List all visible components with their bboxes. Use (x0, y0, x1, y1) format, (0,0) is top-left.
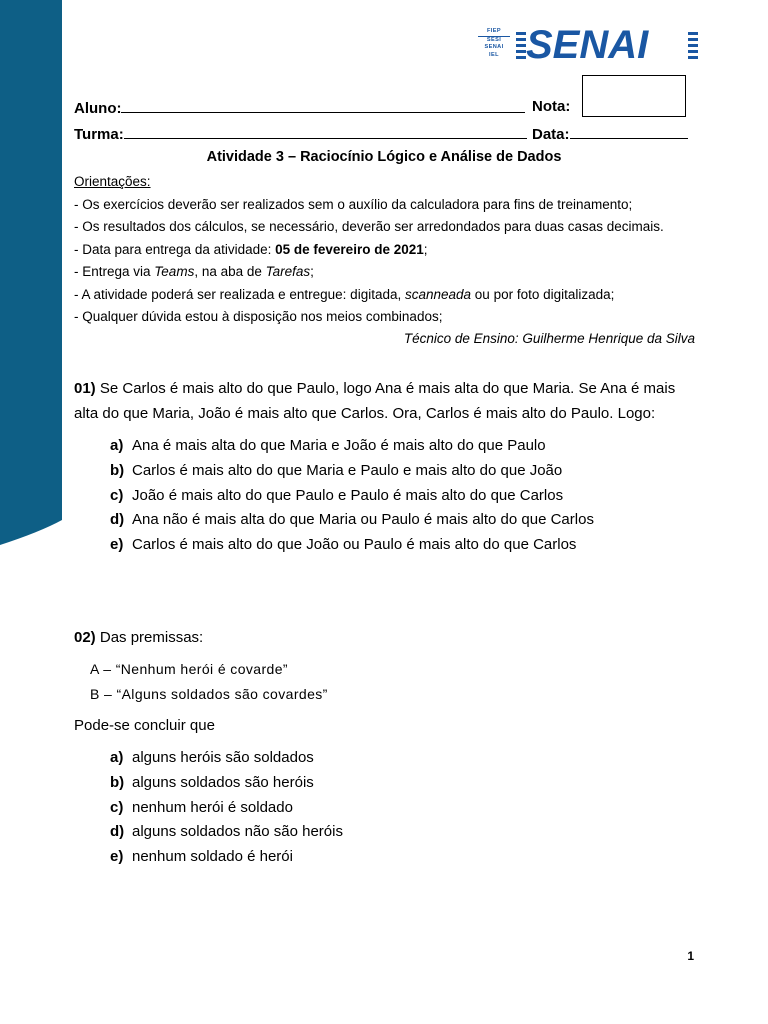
aluno-field[interactable] (74, 98, 525, 117)
data-label: Data: (532, 126, 570, 143)
nota-label: Nota: (532, 98, 571, 115)
option-b[interactable]: b) Carlos é mais alto do que Maria e Paulo e mais alto do que João (110, 461, 563, 479)
senai-logo (474, 23, 700, 67)
orientacao-item: - Qualquer dúvida estou à disposição nos meios combinados; (74, 309, 443, 324)
question-2-options (110, 746, 343, 870)
orientacao-item: - Entrega via Teams, na aba de Tarefas; (74, 264, 314, 279)
aluno-line (121, 98, 525, 113)
orientacao-item: - A atividade poderá ser realizada e entregue: digitada, scanneada ou por foto digitalizada; (74, 286, 615, 302)
premise-a: A – “Nenhum herói é covarde” (90, 661, 288, 677)
question-2-number: 02) (74, 629, 96, 646)
orientacao-item: - Os resultados dos cálculos, se necessário, deverão ser arredondados para duas casas decimais. (74, 219, 664, 234)
orientacoes-block (74, 171, 664, 329)
turma-field[interactable] (74, 124, 527, 143)
orientacao-item: - Os exercícios deverão ser realizados sem o auxílio da calculadora para fins de treinamento; (74, 196, 633, 212)
question-2-text: 02) Das premissas: (74, 629, 204, 646)
turma-line (124, 124, 527, 139)
orientacoes-heading: Orientações: (74, 174, 151, 189)
option-d[interactable]: d) alguns soldados não são heróis (110, 823, 343, 841)
question-1-options (110, 434, 594, 558)
premises (90, 657, 328, 707)
aluno-label: Aluno: (74, 100, 122, 117)
logo-stripes-left (516, 32, 526, 62)
logo-stripes-right (688, 32, 698, 62)
premise-b: B – “Alguns soldados são covardes” (90, 686, 328, 702)
nota-box[interactable] (582, 75, 686, 117)
option-e[interactable]: e) Carlos é mais alto do que João ou Paulo é mais alto do que Carlos (110, 536, 577, 554)
senai-wordmark: SENAI (526, 23, 649, 67)
option-c[interactable]: c) João é mais alto do que Paulo e Paulo é mais alto do que Carlos (110, 486, 564, 504)
fiep-sesi-senai-iel-seal: FIEP SESI SENAI IEL (474, 28, 514, 62)
orientacao-item: - Data para entrega da atividade: 05 de fevereiro de 2021; (74, 241, 428, 257)
page-number: 1 (687, 949, 694, 963)
option-a[interactable]: a) Ana é mais alta do que Maria e João é mais alto do que Paulo (110, 437, 546, 454)
option-b[interactable]: b) alguns soldados são heróis (110, 773, 314, 791)
data-field[interactable] (532, 124, 688, 143)
option-d[interactable]: d) Ana não é mais alta do que Maria ou Paulo é mais alto do que Carlos (110, 511, 594, 529)
option-a[interactable]: a) alguns heróis são soldados (110, 749, 314, 766)
option-e[interactable]: e) nenhum soldado é herói (110, 848, 293, 866)
turma-label: Turma: (74, 126, 124, 143)
option-c[interactable]: c) nenhum herói é soldado (110, 798, 293, 816)
teacher-signature: Técnico de Ensino: Guilherme Henrique da Silva (403, 331, 695, 346)
data-line (570, 124, 688, 139)
question-1-text: 01) Se Carlos é mais alto do que Paulo, logo Ana é mais alta do que Maria. Se Ana é mais alta do que Maria, João é mais alto que Carlos. Ora, Carlos é mais alto do Paulo. Logo: (74, 380, 676, 422)
activity-title: Atividade 3 – Raciocínio Lógico e Análise de Dados (206, 149, 562, 165)
conclusion-prompt: Pode-se concluir que (74, 717, 215, 734)
question-1-number: 01) (74, 380, 96, 397)
